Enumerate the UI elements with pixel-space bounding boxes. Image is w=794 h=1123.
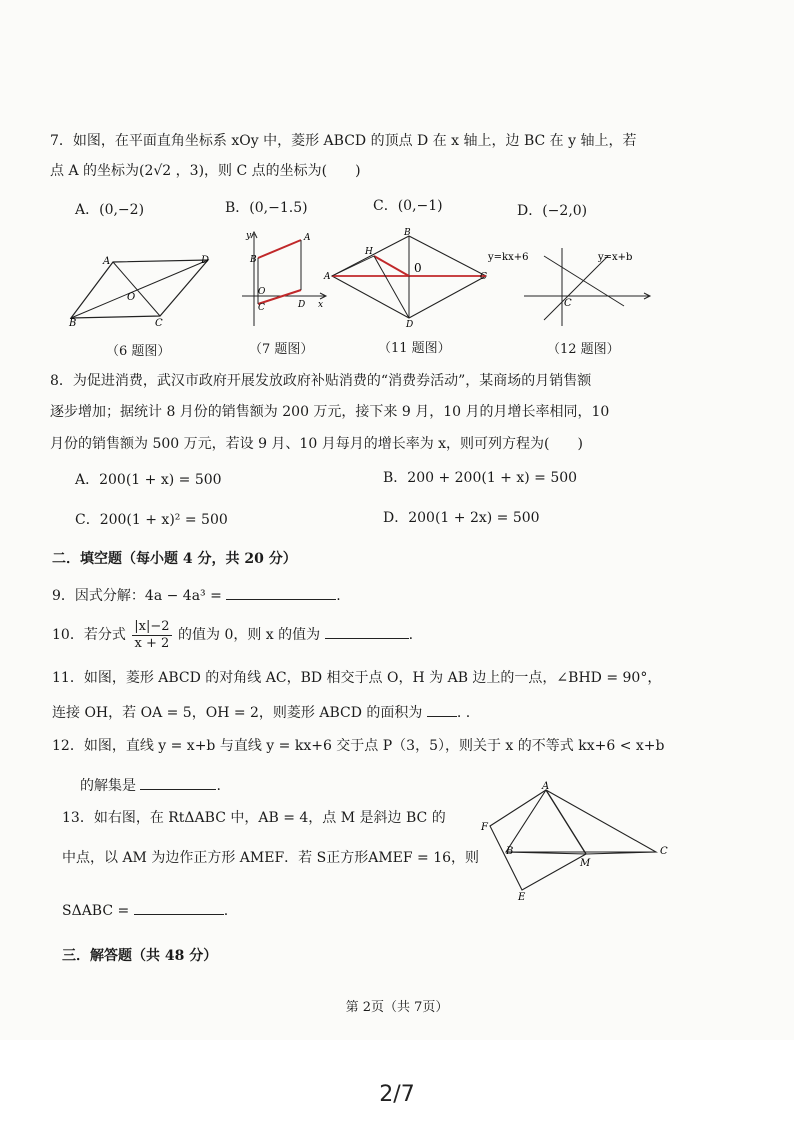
fig6-label-a: A	[103, 256, 111, 267]
q9-text: 9．因式分解：4a − 4a³ =	[52, 588, 222, 604]
q10-numerator: |x|−2	[134, 618, 170, 634]
q8-option-c: C．200(1 + x)² = 500	[75, 512, 228, 528]
fig6-label-c: C	[155, 318, 163, 329]
caption-fig6: （6 题图）	[106, 344, 171, 359]
q7-option-a: A．(0,−2)	[75, 202, 145, 218]
fig11-label-c: C	[480, 272, 487, 282]
fig7-label-a: A	[304, 233, 311, 243]
q10-fraction	[132, 619, 171, 652]
fig13-label-e: E	[518, 892, 526, 902]
q11-answer-blank[interactable]	[427, 702, 457, 717]
q10-denominator: x + 2	[134, 635, 170, 651]
q11-line2	[52, 702, 470, 723]
q9-answer-blank[interactable]	[226, 585, 336, 600]
figure-q11-rhombus	[322, 226, 494, 328]
q8-option-a: A．200(1 + x) = 500	[75, 472, 222, 488]
q7-option-b: B．(0,−1.5)	[225, 200, 308, 216]
figure-q7-coordinates	[238, 228, 328, 328]
caption-fig7: （7 题图）	[249, 342, 314, 357]
fig13-label-c: C	[660, 846, 668, 857]
q8-option-b: B．200 + 200(1 + x) = 500	[383, 470, 578, 486]
fig7-label-b: B	[250, 255, 257, 265]
fig11-label-b: B	[404, 228, 411, 238]
fig7-label-c: C	[258, 303, 265, 313]
q11-end: . .	[456, 705, 471, 721]
fig13-label-f: F	[481, 822, 488, 833]
q7-option-d: D．(−2,0)	[517, 203, 588, 219]
section-2-heading: 二．填空题（每小题 4 分，共 20 分）	[52, 551, 297, 567]
fig7-label-o: O	[258, 287, 266, 297]
caption-fig12: （12 题图）	[547, 342, 620, 357]
q8-line3: 月份的销售额为 500 万元，若设 9 月、10 月每月的增长率为 x，则可列方程为( )	[50, 436, 583, 452]
q12-line1: 12．如图，直线 y = x+b 与直线 y = kx+6 交于点 P（3，5），则关于 x 的不等式 kx+6 < x+b	[52, 738, 665, 754]
section-3-heading: 三．解答题（共 48 分）	[62, 948, 218, 964]
fig6-label-d: D	[201, 255, 210, 266]
fig12-label-line2: y=x+b	[598, 252, 633, 263]
q13-line3-text: SΔABC =	[62, 903, 130, 919]
q10-pre: 10．若分式	[52, 627, 126, 643]
page-indicator: 2/7	[379, 1082, 415, 1107]
fig12-label-c: C	[564, 298, 572, 309]
caption-fig11: （11 题图）	[378, 341, 451, 356]
page-footer: 第 2页（共 7页）	[345, 1000, 449, 1015]
figure-q12-lines	[484, 240, 654, 328]
fig11-label-a: A	[324, 272, 331, 282]
q11-line2-text: 连接 OH，若 OA = 5，OH = 2，则菱形 ABCD 的面积为	[52, 705, 423, 721]
fig13-label-m: M	[580, 858, 591, 869]
fig7-label-x: x	[318, 300, 324, 310]
figure-q13-square	[476, 780, 676, 902]
q13-line2: 中点，以 AM 为边作正方形 AMEF．若 S正方形AMEF = 16，则	[62, 850, 480, 866]
fig13-label-b: B	[506, 846, 514, 857]
q10-post: 的值为 0，则 x 的值为	[178, 627, 321, 643]
q10-end: .	[408, 627, 414, 643]
fig7-label-d: D	[298, 300, 306, 310]
fig6-label-b: B	[69, 318, 77, 329]
fig11-label-d: D	[406, 320, 414, 328]
fig13-label-a: A	[542, 781, 550, 792]
q13-line1: 13．如右图，在 RtΔABC 中，AB = 4，点 M 是斜边 BC 的	[62, 810, 446, 826]
q7-line2: 点 A 的坐标为(2√2 ，3)，则 C 点的坐标为( )	[50, 163, 361, 179]
q7-option-c: C．(0,−1)	[373, 198, 443, 214]
q12-end: .	[216, 778, 221, 794]
fig7-label-y: y	[246, 231, 252, 241]
figure-q6-rhombus	[65, 250, 225, 330]
q9-end: .	[336, 588, 341, 604]
q8-line1: 8．为促进消费，武汉市政府开展发放政府补贴消费的“消费券活动”，某商场的月销售额	[50, 373, 592, 389]
fig12-label-line1: y=kx+6	[488, 252, 529, 263]
q8-line2: 逐步增加；据统计 8 月份的销售额为 200 万元，接下来 9 月，10 月的月增长率相同，10	[50, 404, 610, 420]
q10-answer-blank[interactable]	[325, 624, 409, 639]
fig11-label-o: 0	[414, 261, 422, 275]
q13-line3	[62, 900, 228, 921]
q8-option-d: D．200(1 + 2x) = 500	[383, 510, 540, 526]
q12-line2-text: 的解集是	[80, 778, 136, 794]
q10	[52, 617, 413, 653]
q11-line1: 11．如图，菱形 ABCD 的对角线 AC，BD 相交于点 O，H 为 AB 边上的一点，∠BHD = 90°，	[52, 670, 662, 686]
q13-end: .	[223, 903, 229, 919]
fig11-label-h: H	[365, 247, 373, 257]
q7-line1: 7．如图，在平面直角坐标系 xOy 中，菱形 ABCD 的顶点 D 在 x 轴上，边 BC 在 y 轴上，若	[50, 133, 637, 149]
q9	[52, 585, 341, 606]
q12-answer-blank[interactable]	[140, 775, 216, 790]
fig6-label-o: O	[127, 292, 136, 303]
q13-answer-blank[interactable]	[134, 900, 224, 915]
q12-line2	[80, 775, 221, 796]
